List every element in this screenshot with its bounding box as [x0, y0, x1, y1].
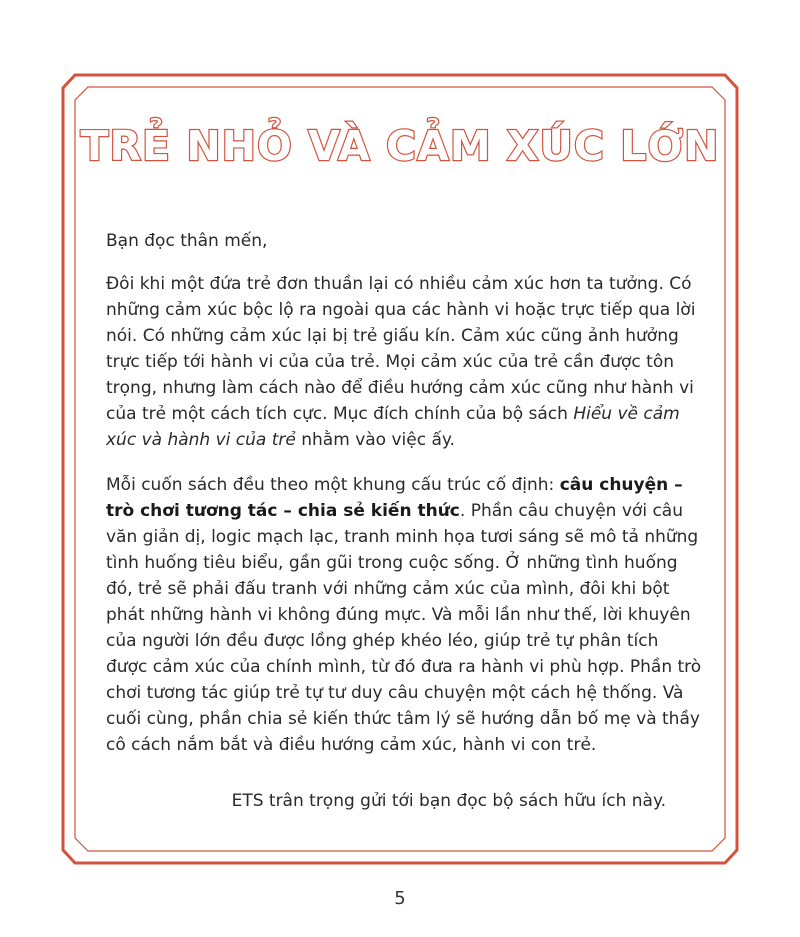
page-number: 5	[394, 888, 406, 909]
paragraph-intro-text-a: Đôi khi một đứa trẻ đơn thuần lại có nhiều cảm xúc hơn ta tưởng. Có những cảm xúc bộc lộ ra ngoài qua các hành vi hoặc trực tiếp qua lời nói. Có những cảm xúc lại bị trẻ giấu kín. Cảm xúc cũng ảnh hưởng trực tiếp tới hành vi của của trẻ. Mọi cảm xúc của trẻ cần được tôn trọng, nhưng làm cách nào để điều hướng cảm xúc cũng như hành vi của trẻ một cách tích cực. Mục đích chính của bộ sách	[106, 274, 696, 424]
paragraph-structure-text-b: . Phần câu chuyện với câu văn giản dị, logic mạch lạc, tranh minh họa tươi sáng sẽ mô tả những tình huống tiêu biểu, gần gũi trong cuộc sống. Ở những tình huống đó, trẻ sẽ phải đấu tranh với những cảm xúc của mình, đôi khi bột phát những hành vi không đúng mực. Và mỗi lần như thế, lời khuyên của người lớn đều được lồng ghép khéo léo, giúp trẻ tự phân tích được cảm xúc của chính mình, từ đó đưa ra hành vi phù hợp. Phần trò chơi tương tác giúp trẻ tự tư duy câu chuyện một cách hệ thống. Và cuối cùng, phần chia sẻ kiến thức tâm lý sẽ hướng dẫn bố mẹ và thầy cô cách nắm bắt và điều hướng cảm xúc, hành vi con trẻ.	[106, 501, 702, 755]
body-text	[106, 228, 702, 777]
paragraph-intro-text-b: nhằm vào việc ấy.	[295, 430, 455, 450]
book-series-title: Hiểu về cảm xúc và hành vi của trẻ	[106, 404, 680, 450]
paragraph-structure-text-a: Mỗi cuốn sách đều theo một khung cấu trúc cố định:	[106, 475, 560, 495]
page-title: TRẺ NHỎ VÀ CẢM XÚC LỚN	[80, 122, 720, 170]
paragraph-intro	[106, 271, 702, 453]
signature-line: ETS trân trọng gửi tới bạn đọc bộ sách hữu ích này.	[231, 791, 666, 811]
greeting: Bạn đọc thân mến,	[106, 231, 268, 251]
paragraph-structure	[106, 472, 702, 758]
book-structure-highlight: câu chuyện – trò chơi tương tác – chia sẻ kiến thức	[106, 475, 683, 521]
